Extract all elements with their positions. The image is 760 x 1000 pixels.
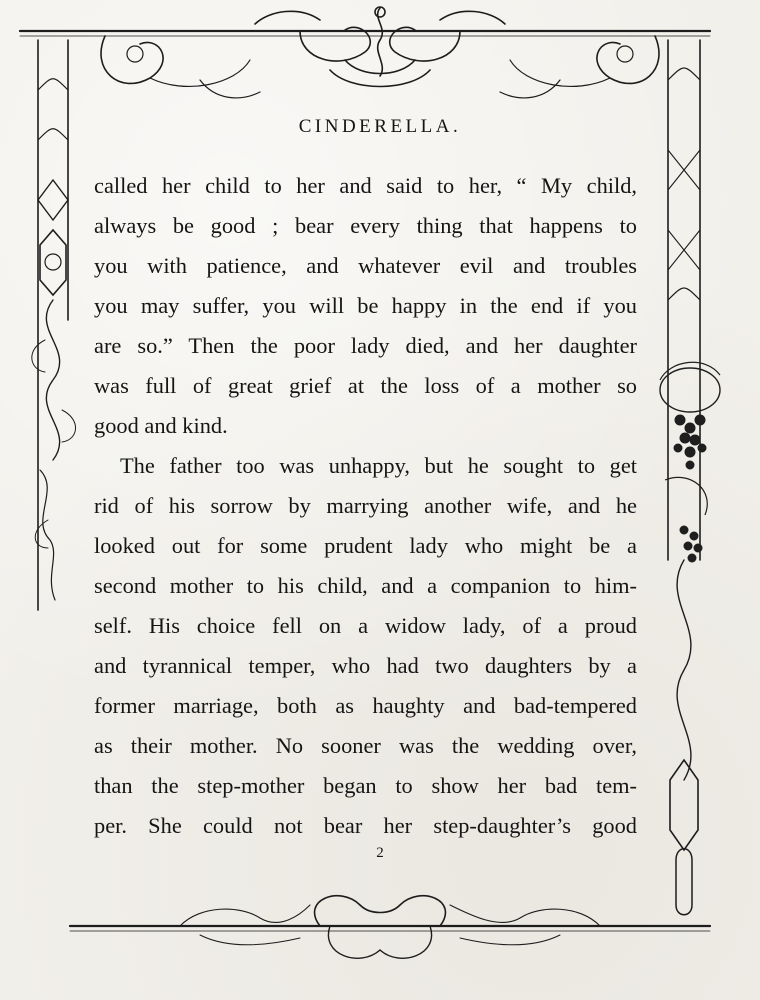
text-line: was full of great grief at the loss of a mother so [94,373,637,398]
text-line: The father too was unhappy, but he sought to get [120,453,637,478]
text-line: self. His choice fell on a widow lady, of a proud [94,613,637,638]
text-line: you with patience, and whatever evil and troubles [94,253,637,278]
text-line: than the step-mother began to show her bad tem- [94,773,637,798]
text-line: called her child to her and said to her, “ My child, [94,173,637,198]
text-line: are so.” Then the poor lady died, and her daughter [94,333,637,358]
text-line: former marriage, both as haughty and bad-tempered [94,693,637,718]
text-line: you may suffer, you will be happy in the end if you [94,293,637,318]
text-line: second mother to his child, and a companion to him- [94,573,637,598]
paragraph-1 [94,166,637,446]
body-text [94,166,637,846]
running-title: CINDERELLA. [298,116,462,137]
paragraph-2 [94,446,637,846]
text-line: rid of his sorrow by marrying another wife, and he [94,493,637,518]
scrollwork-icon [255,7,505,87]
text-line: as their mother. No sooner was the wedding over, [94,733,637,758]
text-line: looked out for some prudent lady who might be a [94,533,637,558]
text-line: always be good ; bear every thing that happens to [94,213,637,238]
text-line: per. She could not bear her step-daughter’s good [94,813,637,838]
text-line: and tyrannical temper, who had two daughters by a [94,653,637,678]
text-line: good and kind. [94,413,228,438]
grape-cluster-icon [660,362,720,562]
page-number: 2 [376,845,384,861]
